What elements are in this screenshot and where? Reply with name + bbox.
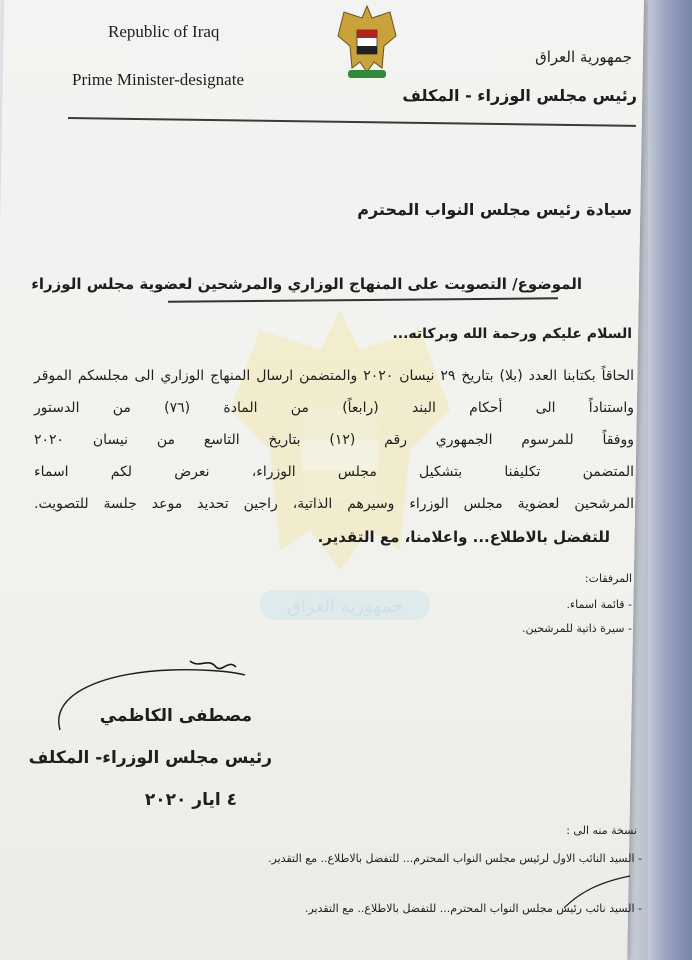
- greeting: السلام عليكم ورحمة الله وبركاته...: [392, 326, 632, 342]
- body-line-1: الحاقاً بكتابنا العدد (بلا) بتاريخ ٢٩ نيسان ٢٠٢٠ والمتضمن ارسال المنهاج الوزاري الى مجلسكم الموقر: [34, 368, 635, 384]
- body-line-4: المتضمن تكليفنا بتشكيل مجلس الوزراء، نعرض لكم اسماء: [34, 464, 634, 480]
- header-country-en: Republic of Iraq: [108, 22, 220, 41]
- body-line-2: واستناداً الى أحكام البند (رابعاً) من المادة (٧٦) من الدستور: [34, 400, 634, 416]
- header-office-en: Prime Minister-designate: [72, 70, 244, 89]
- signature-date: ٤ ايار ٢٠٢٠: [144, 790, 237, 810]
- body-line-3: ووفقاً للمرسوم الجمهوري رقم (١٢) بتاريخ التاسع من نيسان ٢٠٢٠: [34, 432, 635, 448]
- header-country-ar: جمهورية العراق: [535, 48, 632, 66]
- subject: الموضوع/ التصويت على المنهاج الوزاري والمرشحين لعضوية مجلس الوزراء: [31, 275, 582, 293]
- handwritten-mark: [560, 872, 640, 912]
- copy-item: - السيد نائب رئيس مجلس النواب المحترم... للتفضل بالاطلاع.. مع التقدير.: [304, 902, 642, 915]
- closing-line: للتفضل بالاطلاع... واعلامنا، مع التقدير.: [317, 528, 610, 546]
- copies-label: نسخة منه الى :: [566, 824, 637, 837]
- attachments-label: المرفقات:: [584, 572, 632, 585]
- signatory-title: رئيس مجلس الوزراء- المكلف: [28, 748, 272, 768]
- iraq-emblem-icon: [334, 2, 400, 82]
- attachment-item: - سيرة ذاتية للمرشحين.: [522, 622, 632, 635]
- body-line-5: المرشحين لعضوية مجلس الوزراء وسيرهم الذاتية، راجين تحديد موعد جلسة للتصويت.: [34, 496, 634, 512]
- watermark-text: جمهورية العراق: [286, 596, 404, 617]
- attachment-item: - قائمة اسماء.: [566, 598, 632, 611]
- folder-edge: [648, 0, 692, 960]
- signatory-name: مصطفى الكاظمي: [99, 706, 252, 726]
- header-office-ar: رئيس مجلس الوزراء - المكلف: [402, 86, 637, 105]
- recipient: سيادة رئيس مجلس النواب المحترم: [357, 200, 632, 219]
- copy-item: - السيد النائب الاول لرئيس مجلس النواب المحترم... للتفضل بالاطلاع.. مع التقدير.: [268, 852, 642, 865]
